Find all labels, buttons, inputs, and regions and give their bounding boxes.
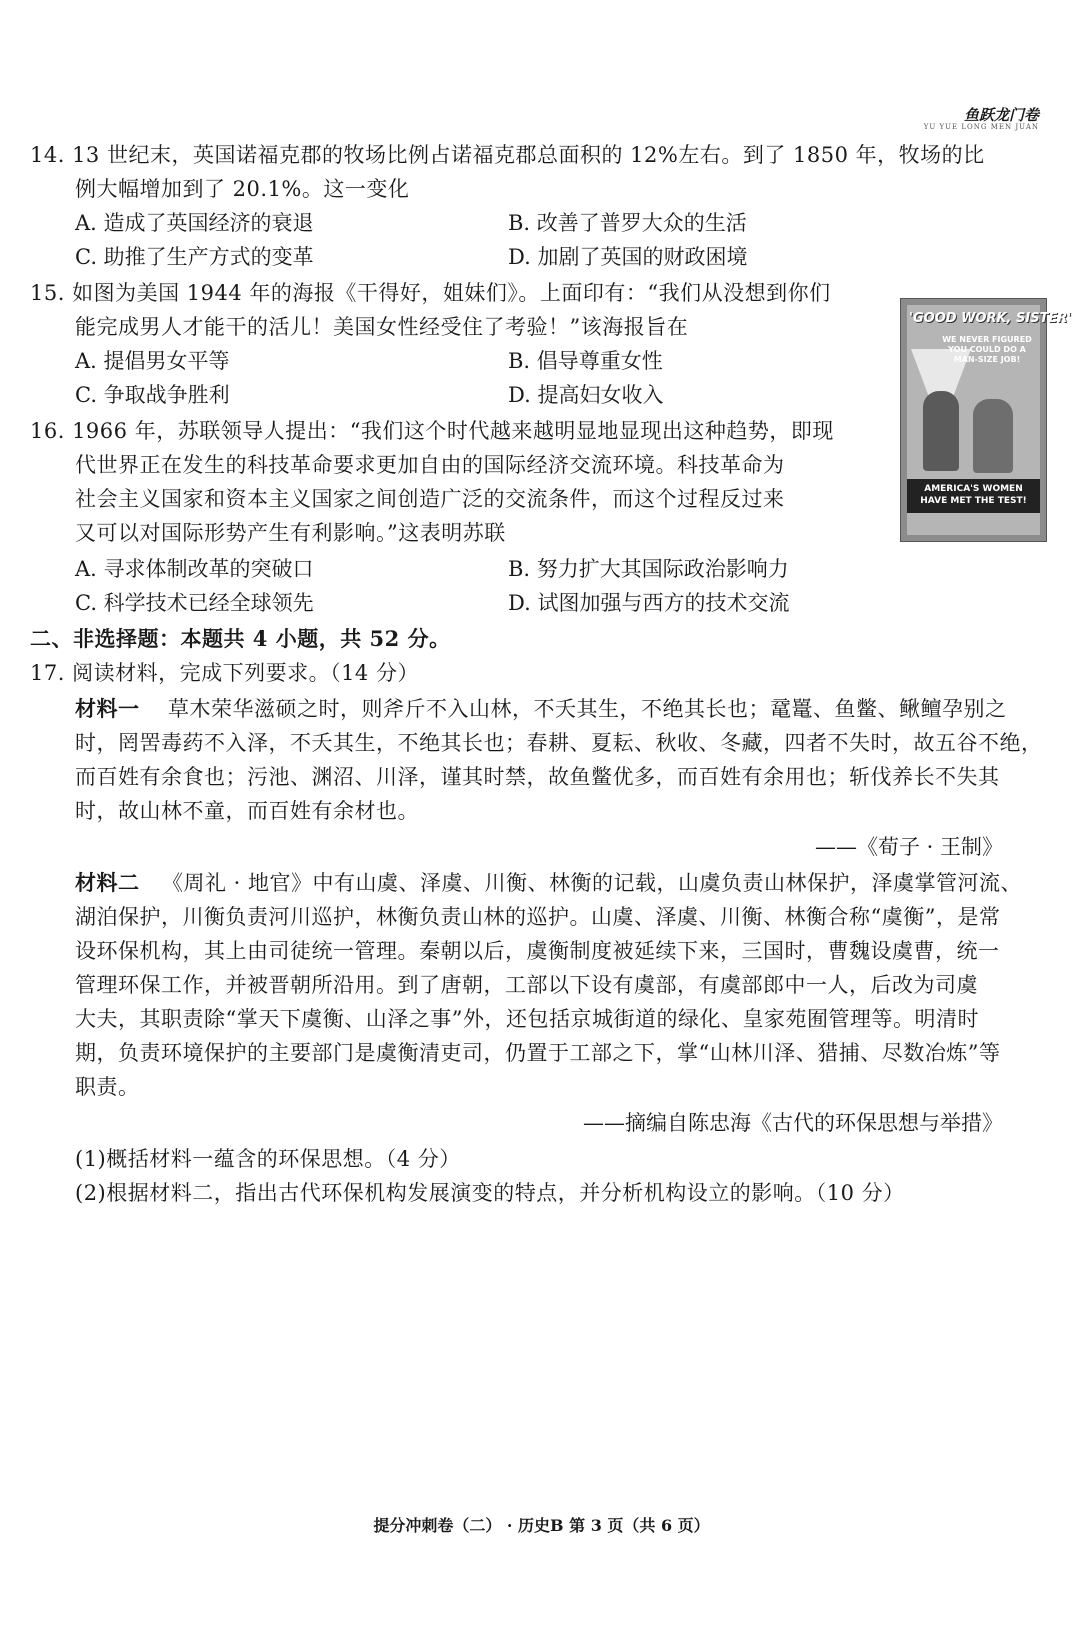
question-14-option-d: D. 加剧了英国的财政困境 [508, 245, 748, 269]
material-2-line-1: 《周礼 · 地官》中有山虞、泽虞、川衡、林衡的记载，山虞负责山林保护，泽虞掌管河流、 [162, 871, 1023, 895]
question-15-option-a: A. 提倡男女平等 [75, 349, 230, 373]
question-14-option-a: A. 造成了英国经济的衰退 [75, 211, 314, 235]
material-2-source: ——摘编自陈忠海《古代的环保思想与举措》 [583, 1111, 1003, 1135]
material-2-line-5: 大夫，其职责除“掌天下虞衡、山泽之事”外，还包括京城街道的绿化、皇家苑囿管理等。明清时 [75, 1007, 979, 1031]
question-16-option-c: C. 科学技术已经全球领先 [75, 591, 314, 615]
material-1-line-4: 时，故山林不童，而百姓有余材也。 [75, 799, 419, 823]
poster-figure-woman [973, 399, 1013, 473]
material-2-line-4: 管理环保工作，并被晋朝所沿用。到了唐朝，工部以下设有虞部，有虞部郎中一人，后改为司虞 [75, 973, 978, 997]
question-17-subquestion-1: (1)概括材料一蕴含的环保思想。（4 分） [75, 1147, 461, 1171]
question-15-stem-line-1: 15. 如图为美国 1944 年的海报《干得好，姐妹们》。上面印有：“我们从没想到你们 [30, 281, 831, 305]
question-16-stem-line-3: 社会主义国家和资本主义国家之间创造广泛的交流条件，而这个过程反过来 [75, 487, 785, 511]
poster-caption: AMERICA'S WOMEN HAVE MET THE TEST! [920, 484, 1027, 506]
question-16-option-b: B. 努力扩大其国际政治影响力 [508, 557, 789, 581]
material-2-line-3: 设环保机构，其上由司徒统一管理。秦朝以后，虞衡制度被延续下来，三国时，曹魏设虞曹，统一 [75, 939, 1000, 963]
page-footer: 提分冲刺卷（二） · 历史B 第 3 页（共 6 页） [373, 1516, 710, 1535]
material-2-line-7: 职责。 [75, 1075, 140, 1099]
question-17-stem: 17. 阅读材料，完成下列要求。（14 分） [30, 661, 419, 685]
brand-logo: 鱼跃龙门卷 [963, 106, 1039, 124]
poster-title: 'GOOD WORK, SISTER' [909, 311, 1072, 326]
material-2-label: 材料二 [75, 870, 140, 895]
poster-figure-man [923, 391, 959, 471]
question-15-option-d: D. 提高妇女收入 [508, 383, 664, 407]
poster-subtitle: WE NEVER FIGURED YOU COULD DO A MAN-SIZE JOB! [942, 335, 1032, 364]
material-2-line-2: 湖泊保护，川衡负责河川巡护，林衡负责山林的巡护。山虞、泽虞、川衡、林衡合称“虞衡”，是常 [75, 905, 1001, 929]
question-15-stem-line-2: 能完成男人才能干的活儿！美国女性经受住了考验！”该海报旨在 [75, 315, 689, 339]
question-17-subquestion-2: (2)根据材料二，指出古代环保机构发展演变的特点，并分析机构设立的影响。（10 分） [75, 1181, 905, 1205]
question-14-option-c: C. 助推了生产方式的变革 [75, 245, 314, 269]
question-15-option-b: B. 倡导尊重女性 [508, 349, 663, 373]
question-14-option-b: B. 改善了普罗大众的生活 [508, 211, 747, 235]
question-16-option-a: A. 寻求体制改革的突破口 [75, 557, 314, 581]
poster-image [900, 298, 1072, 542]
question-15-option-c: C. 争取战争胜利 [75, 383, 230, 407]
question-16-stem-line-2: 代世界正在发生的科技革命要求更加自由的国际经济交流环境。科技革命为 [75, 453, 785, 477]
material-1-source: ——《荀子 · 王制》 [814, 835, 1003, 859]
material-1-label: 材料一 [75, 696, 140, 721]
question-14-stem-line-1: 14. 13 世纪末，英国诺福克郡的牧场比例占诺福克郡总面积的 12%左右。到了 1850 年，牧场的比 [30, 143, 985, 167]
section-2-heading: 二、非选择题：本题共 4 小题，共 52 分。 [30, 626, 451, 651]
question-14-stem-line-2: 例大幅增加到了 20.1%。这一变化 [75, 177, 410, 201]
question-16-stem-line-1: 16. 1966 年，苏联领导人提出：“我们这个时代越来越明显地显现出这种趋势，即现 [30, 419, 834, 443]
material-1-line-3: 而百姓有余食也；污池、渊沼、川泽，谨其时禁，故鱼鳖优多，而百姓有余用也；斩伐养长不失其 [75, 765, 1000, 789]
material-2-line-6: 期，负责环境保护的主要部门是虞衡清吏司，仍置于工部之下，掌“山林川泽、猎捕、尽数冶炼”等 [75, 1041, 1001, 1065]
question-16-option-d: D. 试图加强与西方的技术交流 [508, 591, 790, 615]
material-1-line-2: 时，罔罟毒药不入泽，不夭其生，不绝其长也；春耕、夏耘、秋收、冬藏，四者不失时，故五谷不绝， [75, 731, 1043, 755]
brand-logo-subtitle: YU YUE LONG MEN JUAN [923, 123, 1039, 131]
material-1-line-1: 草木荣华滋硕之时，则斧斤不入山林，不夭其生，不绝其长也；鼋鼍、鱼鳖、鳅鳣孕别之 [168, 697, 1007, 721]
question-16-stem-line-4: 又可以对国际形势产生有利影响。”这表明苏联 [75, 521, 506, 545]
